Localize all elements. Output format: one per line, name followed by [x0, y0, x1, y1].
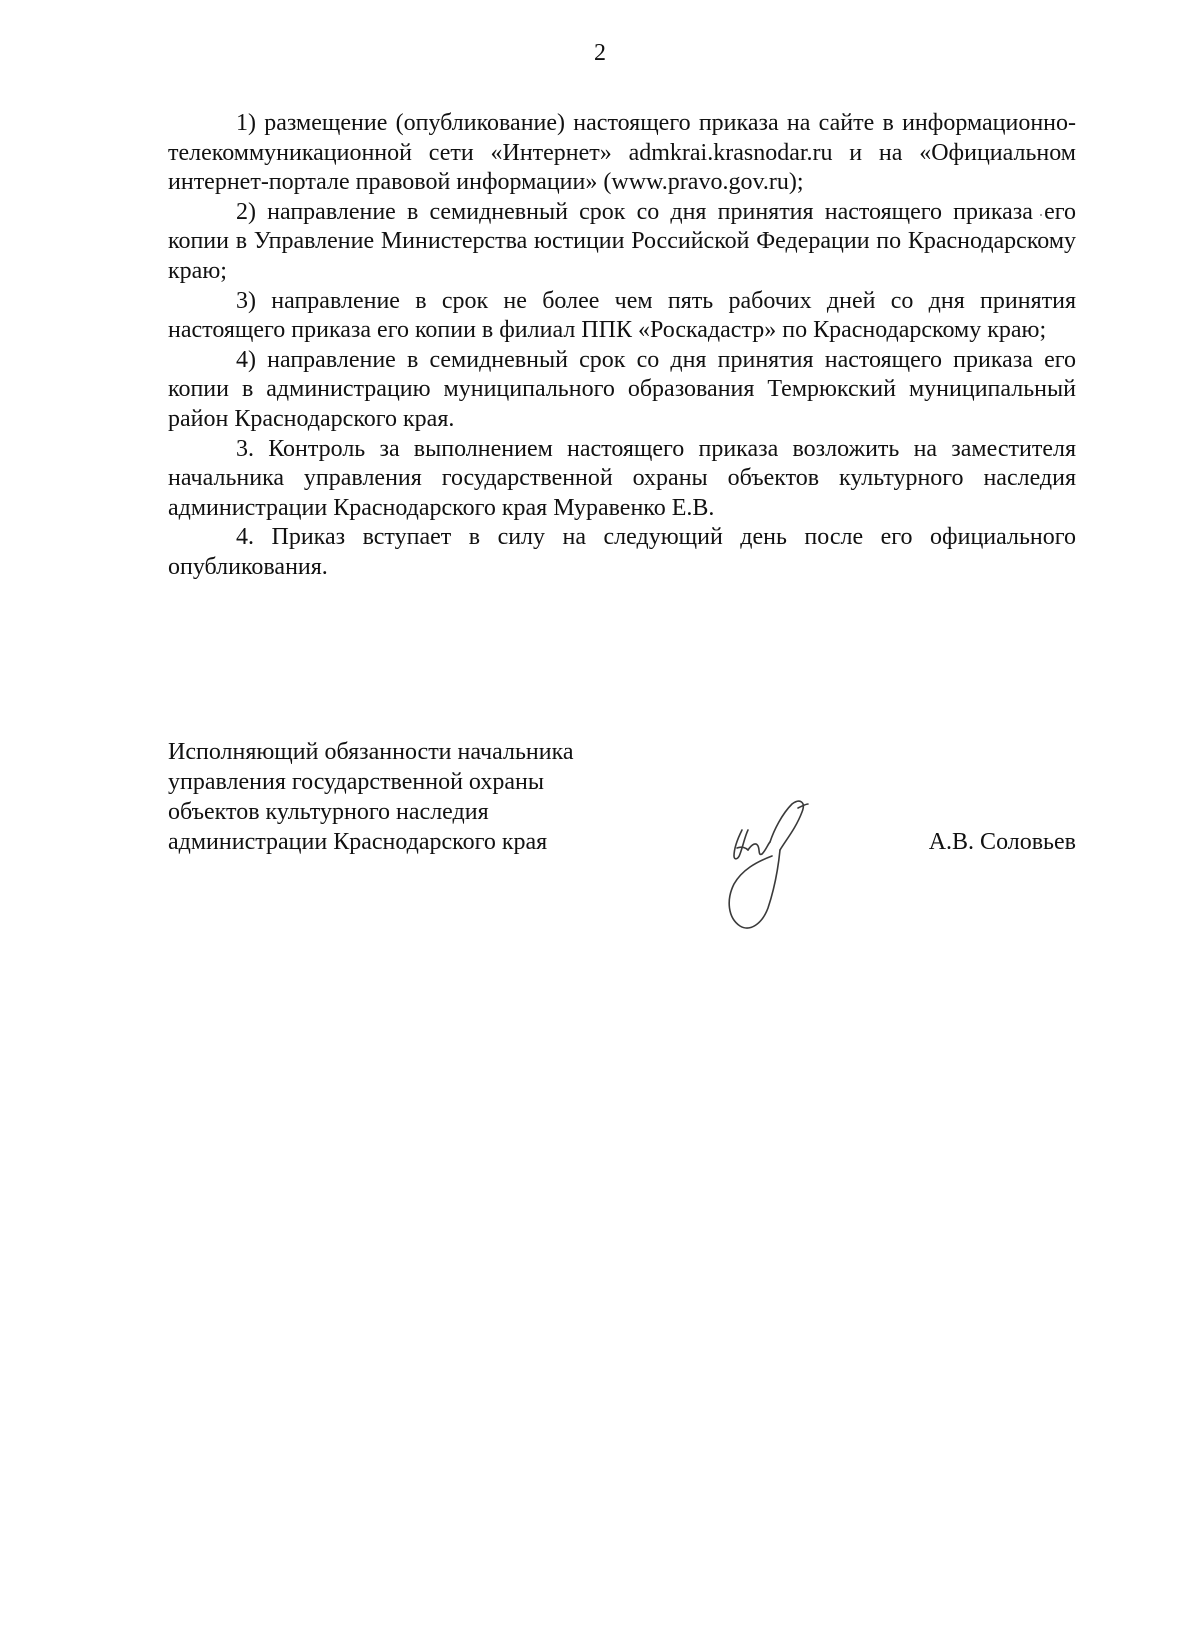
signer-position-line: управления государственной охраны	[168, 769, 544, 795]
paragraph-control: 3. Контроль за выполнением настоящего приказа возложить на заместителя начальника управления государственной охраны объектов культурного наследия администрации Краснодарского края Муравенко Е.В.	[168, 435, 1076, 521]
paragraph-effective-date: 4. Приказ вступает в силу на следующий день после его официального опубликования.	[168, 524, 1076, 580]
signer-position-line: Исполняющий обязанности начальника	[168, 739, 574, 765]
handwritten-signature	[712, 790, 832, 940]
paragraph-ministry-of-justice: 2) направление в семидневный срок со дня принятия настоящего приказа его копии в Управление Министерства юстиции Российской Федерации по Краснодарскому краю;	[168, 198, 1076, 284]
signer-position-line: администрации Краснодарского края	[168, 829, 548, 855]
paragraph-municipal-administration: 4) направление в семидневный срок со дня принятия настоящего приказа его копии в администрацию муниципального образования Темрюкский муниципальный район Краснодарского края.	[168, 346, 1076, 432]
paragraph-roskadastr: 3) направление в срок не более чем пять рабочих дней со дня принятия настоящего приказа его копии в филиал ППК «Роскадастр» по Краснодарскому краю;	[168, 287, 1076, 344]
page-number: 2	[594, 40, 606, 66]
paragraph-publication: 1) размещение (опубликование) настоящего приказа на сайте в информационно-телекоммуникационной сети «Интернет» admkrai.krasnodar.ru и на «Официальном интернет-портале правовой информации» (www.pravo.gov.ru);	[168, 110, 1076, 196]
signer-position	[168, 737, 688, 857]
document-body	[168, 109, 1076, 583]
signer-name: А.В. Соловьев	[928, 829, 1076, 855]
signer-position-line: объектов культурного наследия	[168, 799, 489, 825]
